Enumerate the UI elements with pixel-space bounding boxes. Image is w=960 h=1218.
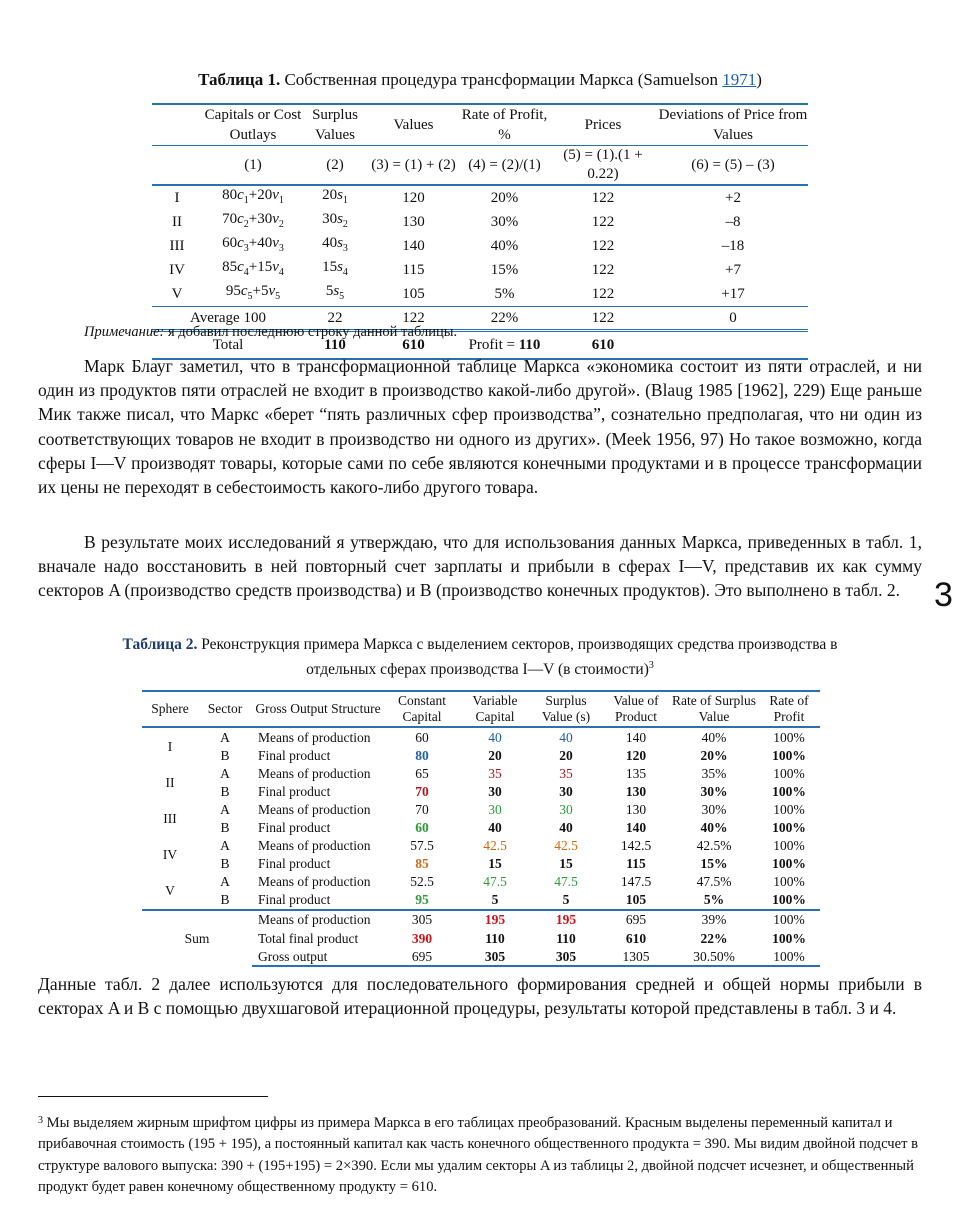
table1-subheader: (2) <box>304 146 366 186</box>
table2-header-row: Sphere Sector Gross Output Structure Constant Capital Variable Capital Surplus Value (s) Value of Product Rate of Surplus Value Rate of Profit <box>142 691 820 727</box>
table1-header: Values <box>366 104 461 146</box>
table2-row: III A Means of production 70 30 30 130 30% 100% <box>163 801 805 826</box>
table1-subheader: (4) = (2)/(1) <box>461 146 548 186</box>
table1-row: I $80c_1+20v_1$ $20s_1$ 120 20% 122 +2 <box>174 187 741 206</box>
table2 <box>142 690 820 967</box>
table2-row: I A Means of production 60 40 40 140 40% 100% <box>167 729 805 754</box>
table2-row: B Final product 80 20 20 120 20% 100% <box>220 747 806 763</box>
table1-caption <box>100 70 860 90</box>
paragraph-3: Данные табл. 2 далее используются для последовательного формирования средней и общей нормы прибыли в секторах A и B с помощью двухшаговой итерационной процедуры, результаты которой представлены в табл. 3 и 4. <box>38 974 922 1019</box>
table1-subheader: (6) = (5) – (3) <box>658 146 808 186</box>
table2-row: B Final product 60 40 40 140 40% 100% <box>220 820 806 836</box>
table2-sum-row: Total final product 390 110 110 610 22% 100% <box>258 930 806 946</box>
table1-caption-label: Таблица 1. <box>198 70 281 89</box>
table1-row: IV $85c_4+15v_4$ $15s_4$ 115 15% 122 +7 <box>169 259 741 278</box>
table1-row: III $60c_3+40v_3$ $40s_3$ 140 40% 122 –18 <box>169 235 745 254</box>
table1-header: Capitals or Cost Outlays <box>202 104 304 146</box>
table2-row: B Final product 70 30 30 130 30% 100% <box>220 783 806 799</box>
table1-subheader-row <box>152 146 808 186</box>
table2-row: IV A Means of production 57.5 42.5 42.5 142.5 42.5% 100% <box>162 838 805 863</box>
footnote-ref[interactable]: 3 <box>648 660 654 671</box>
table1-header: Rate of Profit, % <box>461 104 548 146</box>
table1-row: V $95c_5+5v_5$ $5s_5$ 105 5% 122 +17 <box>171 283 745 302</box>
table1-caption-link[interactable]: 1971 <box>722 70 757 89</box>
footnote: $^3$ Мы выделяем жирным шрифтом цифры из примера Маркса в его таблицах преобразований. Красным выделены переменный капитал и прибавочная стоимость (195 + 195), а постоянный капитал как часть конечного общественного продукта = 390. Мы видим двойной подсчет в структуре валового выпуска: 390 + (195+195) = 2×390. Если мы удалим секторы A из таблицы 2, двойной подсчет исчезнет, и общественный продукт будет равен конечному общественному продукту = 610. <box>38 1115 918 1196</box>
table2-row: V A Means of production 52.5 47.5 47.5 147.5 47.5% 100% <box>165 874 805 899</box>
table1-header-row <box>152 104 808 146</box>
table1-caption-end: ) <box>756 70 762 89</box>
table1-header: Deviations of Price from Values <box>658 104 808 146</box>
table1-subheader: (5) = (1).(1 + 0.22) <box>548 146 658 186</box>
table2-sum-row: Gross output 695 305 305 1305 30.50% 100% <box>142 947 820 966</box>
table2-row: II A Means of production 65 35 35 135 35% 100% <box>165 765 805 790</box>
table1-average-row: Average 100 22 122 22% 122 0 <box>152 307 808 331</box>
table2-row: B Final product 95 5 5 105 5% 100% <box>220 892 806 908</box>
table1-header: Surplus Values <box>304 104 366 146</box>
table1-total-row: Total 110 610 Profit = 110 610 <box>152 331 808 360</box>
table1-subheader: (3) = (1) + (2) <box>366 146 461 186</box>
table1 <box>152 103 808 360</box>
table1-row: II $70c_2+30v_2$ $30s_2$ 130 30% 122 –8 <box>172 211 741 230</box>
table2-caption: Таблица 2. Реконструкция примера Маркса с выделением секторов, производящих средства производства в отдельных сферах производства I—V (в стоимости)$^3$ <box>122 636 838 679</box>
table1-subheader: (1) <box>202 146 304 186</box>
paragraph-1: Марк Блауг заметил, что в трансформационной таблице Маркса «экономика состоит из пяти отраслей, и ни один из продуктов пяти отраслей не входит в производство какой-либо другой». (Blaug 1985 [1962], 229) Еще раньше Мик также писал, что Маркс «берет “пять различных сфер производства”, сознательно предполагая, что ни один из соответствующих товаров не входит в производство ни одного из других». (Meek 1956, 97) Но такое возможно, когда сферы I—V производят товары, которые сами по себе являются конечными продуктами и в процессе трансформации их цены не переходят в себестоимость какого-либо другого товара. <box>38 356 922 498</box>
table1-header: Prices <box>548 104 658 146</box>
paragraph-2: В результате моих исследований я утверждаю, что для использования данных Маркса, приведенных в табл. 1, вначале надо восстановить в ней повторный счет зарплаты и прибыли в сферах I—V, представив их как сумму секторов A (производство средств производства) и B (производство конечных продуктов). Это выполнено в табл. 2. <box>38 532 922 601</box>
table2-sum-row: Sum Means of production 305 195 195 695 39% 100% <box>142 910 820 929</box>
table2-row: B Final product 85 15 15 115 15% 100% <box>220 856 806 872</box>
table1-note: Примечание: я добавил последнюю строку данной таблицы. <box>84 324 458 340</box>
footnote-divider <box>38 1096 268 1097</box>
table1-caption-text: Собственная процедура трансформации Маркса (Samuelson <box>284 70 723 89</box>
page-number: 3 <box>934 576 953 614</box>
